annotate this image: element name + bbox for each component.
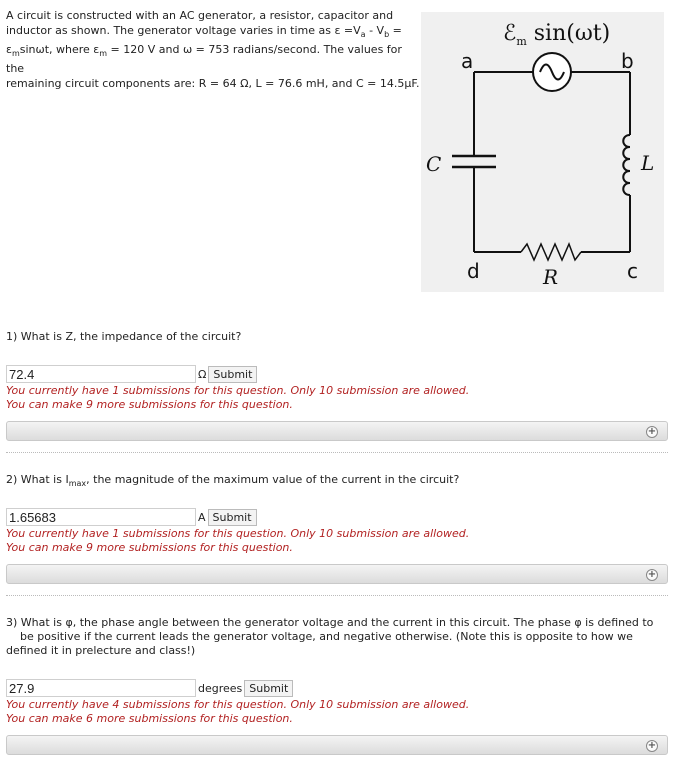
question-1-submit-button[interactable]: Submit bbox=[208, 366, 257, 383]
question-2-status-line-2: You can make 9 more submissions for this question. bbox=[6, 541, 293, 554]
intro-line-1: A circuit is constructed with an AC generator, a resistor, capacitor and bbox=[6, 9, 394, 22]
resistor-zigzag bbox=[521, 244, 581, 260]
node-d-label: d bbox=[467, 259, 480, 283]
question-3-prompt: 3) What is φ, the phase angle between the generator voltage and the current in this circuit. The phase φ is defined to be positive if the current leads the generator voltage, and negative otherwise. (Note this is opposite to how we defined it in prelecture and class!) bbox=[6, 616, 654, 657]
question-3-status-line-1: You currently have 4 submissions for this question. Only 10 submission are allowed. bbox=[6, 698, 470, 711]
question-separator bbox=[6, 452, 668, 453]
intro-line-3: $\varepsilon_m\sin\omega t$, where $\varepsilon_m = 120$ V and ω = 753 radians/second. The values for the bbox=[6, 43, 402, 76]
node-c-label: c bbox=[627, 259, 638, 283]
question-2-submit-button[interactable]: Submit bbox=[208, 509, 257, 526]
problem-statement bbox=[6, 8, 420, 91]
question-1-status-line-1: You currently have 1 submissions for this question. Only 10 submission are allowed. bbox=[6, 384, 470, 397]
question-1-answer-row bbox=[6, 365, 257, 383]
question-2-prompt: 2) What is $I_{max}$, the magnitude of the maximum value of the current in the circuit? bbox=[6, 473, 460, 489]
question-2-answer-row bbox=[6, 508, 257, 526]
expand-plus-icon[interactable]: + bbox=[647, 740, 657, 751]
intro-line-4: remaining circuit components are: R = 64 Ω, L = 76.6 mH, and C = 14.5μF. bbox=[6, 77, 420, 91]
question-1-answer-input[interactable] bbox=[6, 365, 196, 383]
question-3-submit-button[interactable]: Submit bbox=[244, 680, 293, 697]
question-2-answer-input[interactable] bbox=[6, 508, 196, 526]
question-3-status-line-2: You can make 6 more submissions for this question. bbox=[6, 712, 293, 725]
question-1-hint-bar[interactable] bbox=[6, 421, 668, 441]
circuit-diagram bbox=[421, 12, 664, 292]
capacitor-label: C bbox=[426, 152, 442, 176]
resistor-label: R bbox=[543, 265, 559, 289]
node-b-label: b bbox=[621, 49, 634, 73]
question-separator bbox=[6, 595, 668, 596]
question-3-answer-row bbox=[6, 679, 293, 697]
inductor-label: L bbox=[641, 151, 655, 175]
question-1-prompt: 1) What is Z, the impedance of the circuit? bbox=[6, 330, 242, 343]
expand-plus-icon[interactable]: + bbox=[647, 569, 657, 580]
question-1-unit: Ω bbox=[198, 367, 207, 381]
question-3-unit: degrees bbox=[198, 681, 243, 695]
question-2-unit: A bbox=[198, 510, 206, 524]
expand-plus-icon[interactable]: + bbox=[647, 426, 657, 437]
intro-line-2: inductor as shown. The generator voltage varies in time as $\varepsilon =V_a - V_b$ = bbox=[6, 24, 402, 40]
node-a-label: a bbox=[461, 49, 474, 73]
emf-label: ℰ$_m$ sin(ωt) bbox=[503, 21, 611, 48]
question-3-answer-input[interactable] bbox=[6, 679, 196, 697]
inductor-coil bbox=[623, 135, 630, 195]
question-2-hint-bar[interactable] bbox=[6, 564, 668, 584]
question-3-hint-bar[interactable] bbox=[6, 735, 668, 755]
question-2-status-line-1: You currently have 1 submissions for this question. Only 10 submission are allowed. bbox=[6, 527, 470, 540]
question-1-status-line-2: You can make 9 more submissions for this question. bbox=[6, 398, 293, 411]
